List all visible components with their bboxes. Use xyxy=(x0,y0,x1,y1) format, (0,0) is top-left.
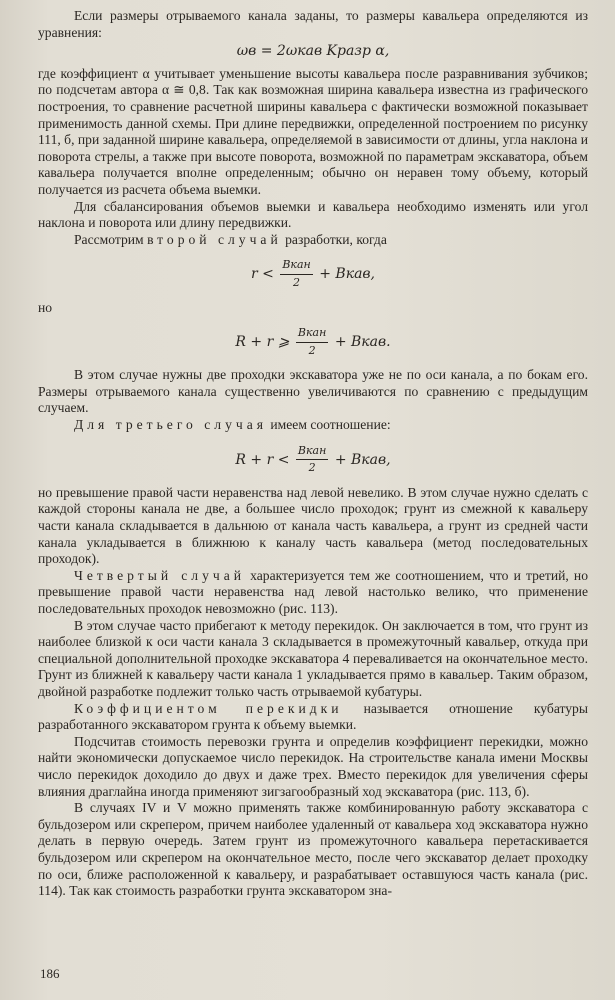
formula-2-denominator: 2 xyxy=(293,275,301,289)
paragraph-8: но превышение правой части неравенства над левой невелико. В этом случае нужно сделать с каждой стороны канала не две, а большее число проходок; грунт из смежной к кавальеру части канала складывается в дальнюю от канала часть кавальера, а грунт из средней части канала укладывается в ближнюю к каналу часть кавальера (метод последовательных проходок). xyxy=(38,484,588,567)
formula-1: ωв = 2ωкав Kразр α, xyxy=(236,43,390,60)
formula-4-denominator: 2 xyxy=(308,461,316,475)
formula-4-numerator: Bкан xyxy=(296,443,328,461)
formula-2-numerator: Bкан xyxy=(280,257,312,275)
formula-2-fraction xyxy=(280,257,312,291)
formula-4 xyxy=(38,443,588,477)
paragraph-4 xyxy=(38,232,588,249)
paragraph-1: Если размеры отрываемого канала заданы, то размеры кавальера определяются из уравнения: xyxy=(38,8,588,40)
formula-4-left: R + r < xyxy=(235,451,290,468)
paragraph-7 xyxy=(38,417,588,434)
formula-2 xyxy=(38,257,588,291)
paragraph-12: Подсчитав стоимость перевозки грунта и определив коэффициент перекидки, можно найти экономически допускаемое число перекидок. На строительстве канала имени Москвы число перекидок доходило до двух и даже трех. Вместо перекидок для увеличения сферы влияния драглайна иногда применяют зигзагообразный ход экскаватора (рис. 113, б). xyxy=(38,733,588,799)
paragraph-11 xyxy=(38,701,588,734)
paragraph-13: В случаях IV и V можно применять также комбинированную работу экскаватора с бульдозером или скрепером, причем наиболее удаленный от кавальера ход экскаватора нужно делать в первую очередь. Затем грунт из промежуточного кавальера перетаскивается бульдозером или скрепером на окончательное место, после чего экскаватор делает проходку по оси, ближе расположенной к кавальеру, и разрабатывает оставшуюся часть канала (рис. 114). Так как стоимость разработки грунта экскаватором зна- xyxy=(38,800,588,899)
formula-2-left: r < xyxy=(250,266,274,283)
formula-4-right: + Bкав, xyxy=(334,451,391,468)
formula-3-right: + Bкав. xyxy=(334,334,391,351)
formula-3 xyxy=(38,325,588,359)
paragraph-11-text: называется отношение кубатуры разработанного экскаватором грунта к объему выемки. xyxy=(38,700,588,733)
formula-2-right: + Bкав, xyxy=(319,266,376,283)
paragraph-11-spaced: Коэффициентом перекидки xyxy=(74,700,343,716)
paragraph-5: но xyxy=(38,299,53,315)
formula-4-fraction xyxy=(296,443,328,477)
paragraph-9-text: характеризуется тем же соотношением, что и третий, но превышение правой части неравенства над левой настолько велико, что применение последовательных проходок невозможно (рис. 113). xyxy=(38,567,588,616)
paragraph-4-spaced: второй случай xyxy=(147,231,282,247)
page-text xyxy=(38,8,588,900)
paragraph-9-spaced: Четвертый случай xyxy=(74,567,246,583)
page-number: 186 xyxy=(40,966,60,981)
paragraph-7-text: имеем соотношение: xyxy=(267,417,391,433)
formula-3-left: R + r ⩾ xyxy=(235,334,290,351)
formula-3-denominator: 2 xyxy=(308,343,316,357)
paragraph-2: где коэффициент α учитывает уменьшение высоты кавальера после разравнивания зубчиков; по подсчетам автора α ≅ 0,8. Так как возможная ширина кавальера известна из графического построения, то сравнение расчетной ширины кавальера с фактически возможной показывает применимость данной схемы. При длине передвижки, определенной построением по рисунку 111, б, при заданной ширине кавальера, определяемой в зависимости от длины, угла наклона и поворота стрелы, а также при высоте поворота, возможной по параметрам экскаватора, объем кавальера получается вполне определенным; обычно он неравен тому объему, который получается из расчета объема выемки. xyxy=(38,65,588,197)
paragraph-4-text: Рассмотрим xyxy=(74,231,148,247)
formula-3-fraction xyxy=(296,325,328,359)
paragraph-7-spaced: Для третьего случая xyxy=(74,417,267,433)
paragraph-10: В этом случае часто прибегают к методу перекидок. Он заключается в том, что грунт из наиболее близкой к оси части канала 3 складывается в промежуточный кавальер, откуда при специальной дополнительной проходке экскаватора 4 переваливается на окончательное место. Грунт из ближней к кавальеру части канала 1 укладывается прямо в кавальер. Таким образом, двойной разработке подлежит только часть отрываемой кубатуры. xyxy=(38,617,588,699)
formula-3-numerator: Bкан xyxy=(296,325,328,343)
paragraph-4-text-end: разработки, когда xyxy=(281,231,387,247)
paragraph-3: Для сбалансирования объемов выемки и кавальера необходимо изменять или угол наклона и поворота или длину передвижки. xyxy=(38,198,588,231)
paragraph-9 xyxy=(38,568,588,618)
paragraph-6: В этом случае нужны две проходки экскаватора уже не по оси канала, а по бокам его. Размеры отрываемого канала существенно увеличиваются по сравнению с предыдущим случаем. xyxy=(38,367,588,416)
